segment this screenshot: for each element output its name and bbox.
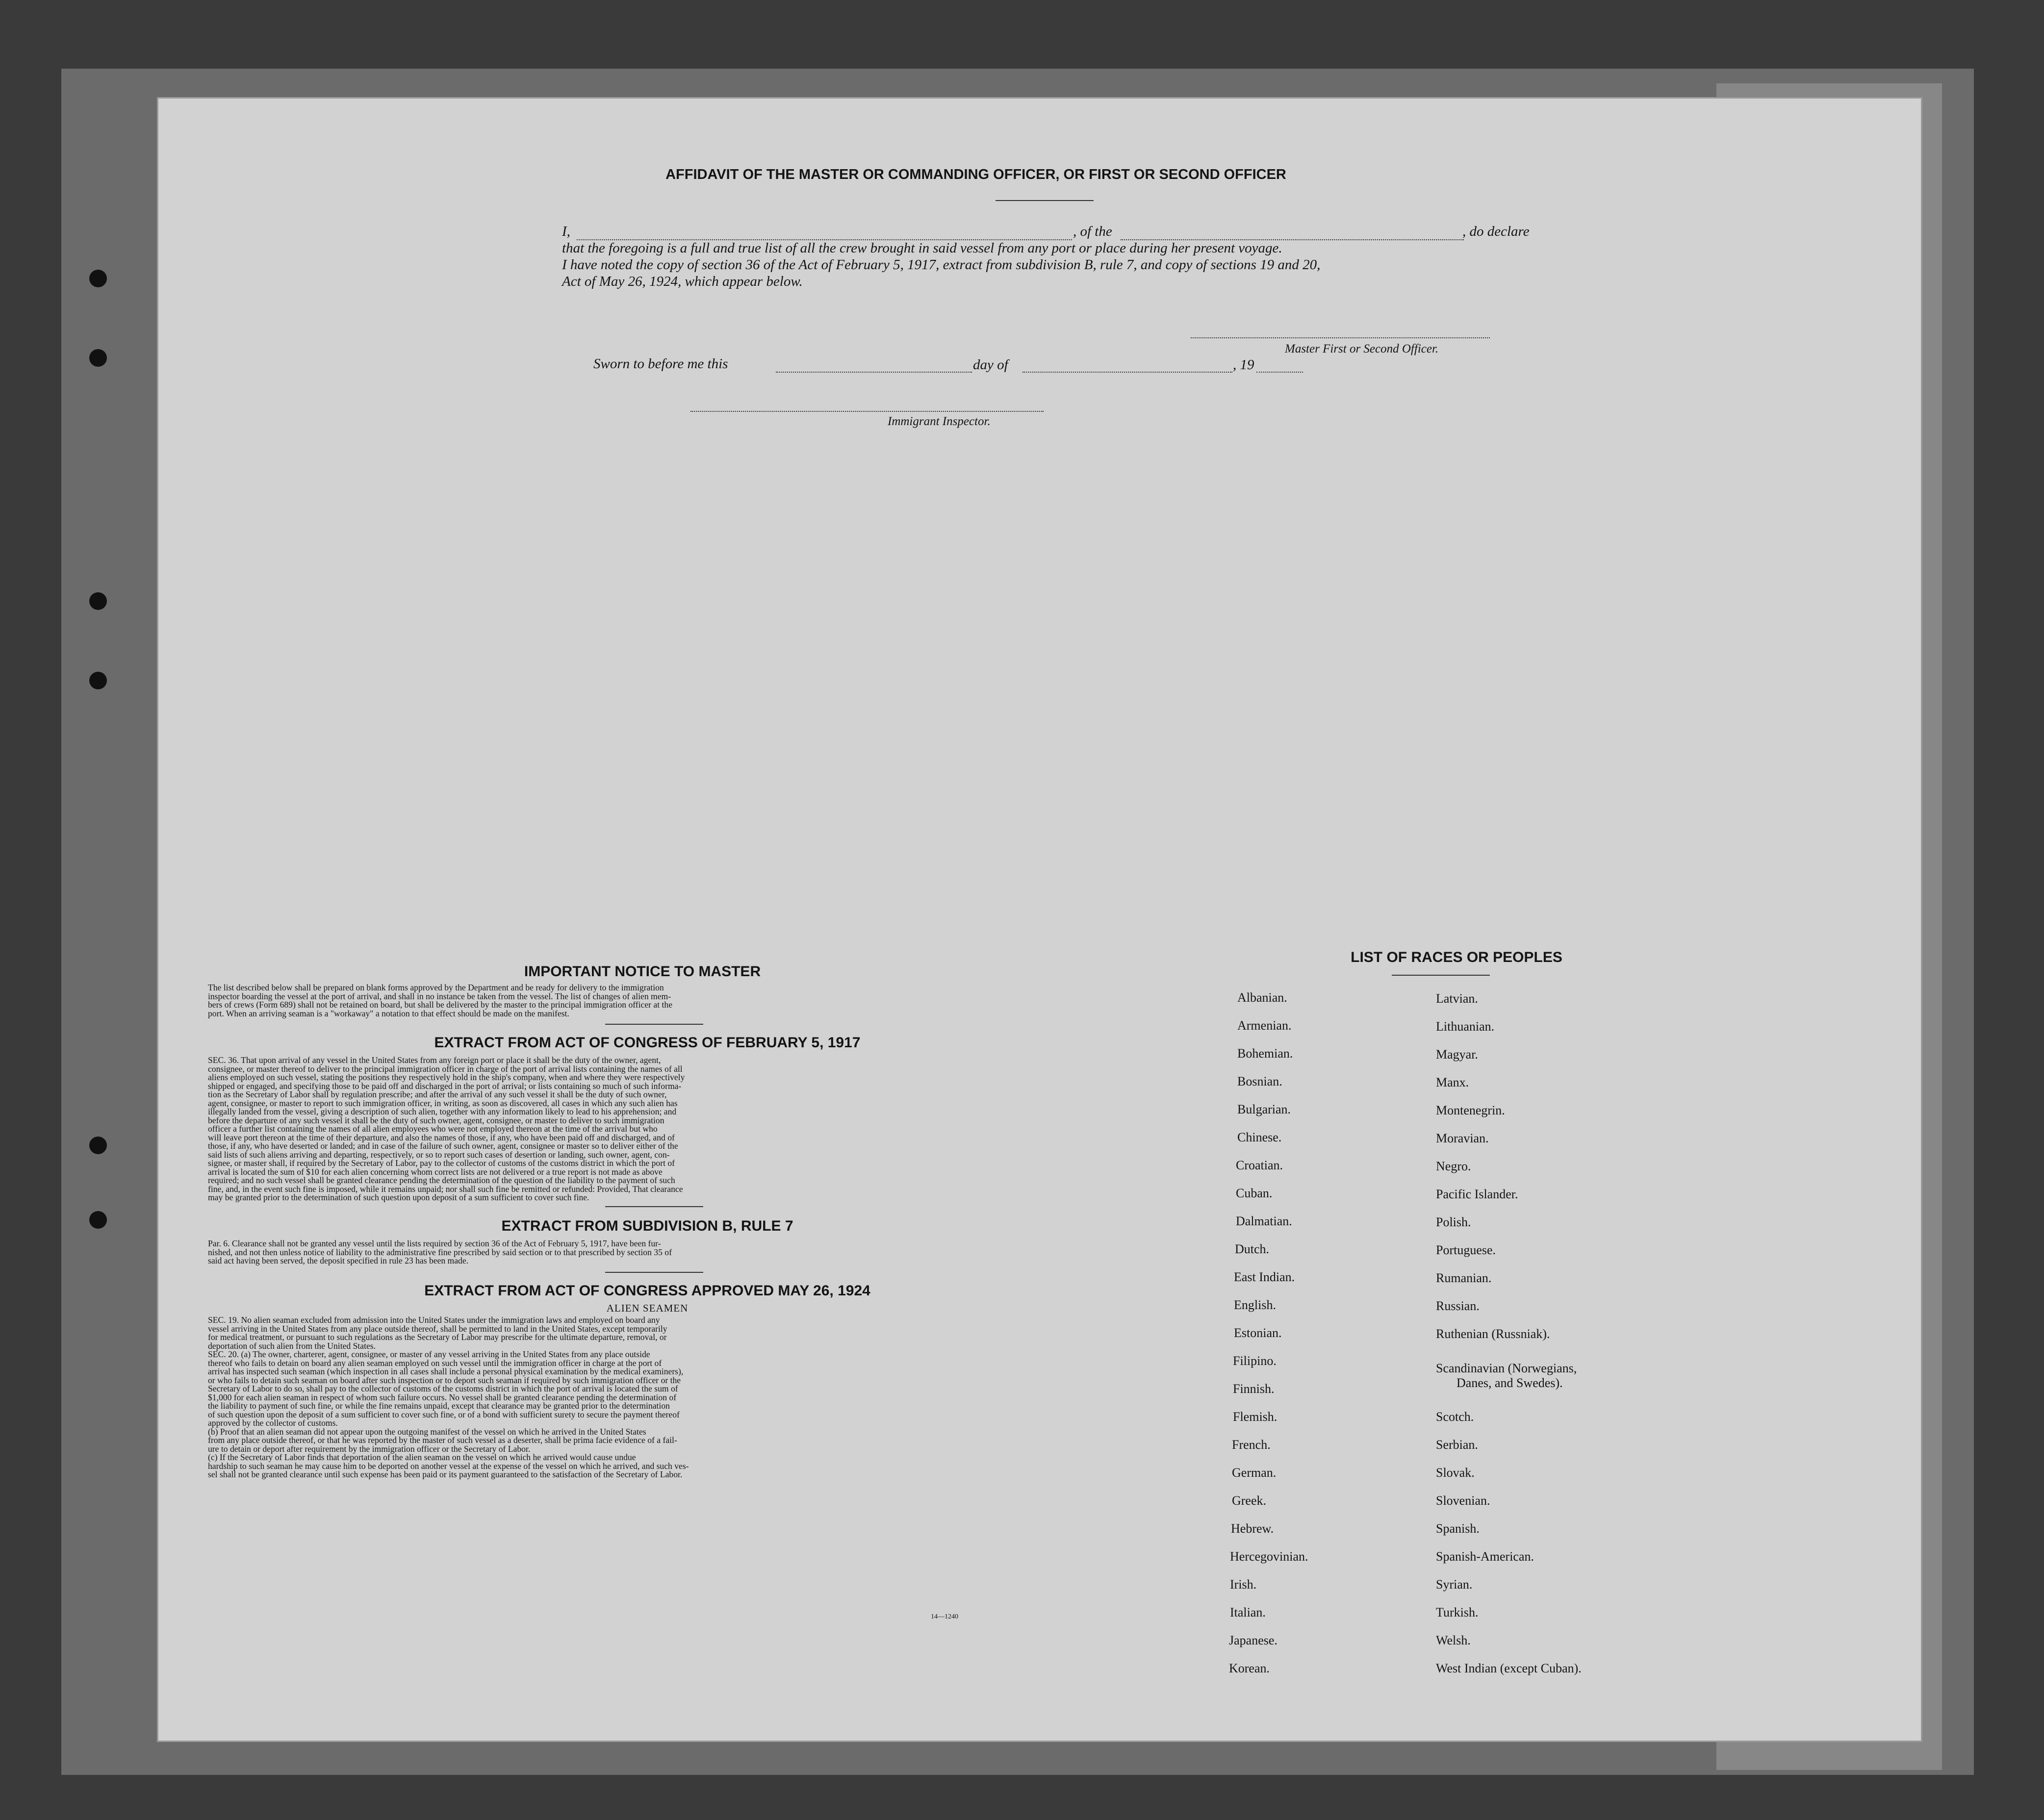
binder-hole [89,349,107,367]
extract-1924-line: arrival has inspected such seaman (which inspection in all cases shall include a personal physical examination by the medical examiners), [208,1366,684,1376]
extract-1917-line: may be granted prior to the determination of such question upon deposit of a sum sufficient to cover such fine. [208,1192,589,1202]
affidavit-title: AFFIDAVIT OF THE MASTER OR COMMANDING OFFICER, OR FIRST OR SECOND OFFICER [665,167,1286,182]
sworn-label: Sworn to before me this [593,356,728,372]
race-item: Lithuanian. [1436,1019,1495,1034]
race-item: Irish. [1230,1577,1257,1592]
race-item: Welsh. [1436,1633,1471,1647]
extract-1917-line: consignee, or master thereof to deliver to the principal immigration officer in charge of the port of arrival lists containing the names of all [208,1063,683,1074]
extract-1917-line: shipped or engaged, and specifying those to be paid off and discharged in the port of arrival; or lists containing so much of such informa- [208,1081,682,1091]
race-item: Flemish. [1233,1410,1278,1424]
subdivision-b-line: Par. 6. Clearance shall not be granted any vessel until the lists required by section 36 of the Act of February 5, 1917, have been fur- [208,1239,661,1248]
race-item: Filipino. [1233,1354,1277,1368]
inspector-label: Immigrant Inspector. [888,415,991,428]
race-item: Korean. [1229,1661,1270,1675]
race-item: Bohemian. [1237,1046,1293,1061]
extract-1917-line: SEC. 36. That upon arrival of any vessel in the United States from any foreign port or place it shall be the duty of the owner, agent, [208,1055,661,1065]
race-item: Ruthenian (Russniak). [1436,1327,1550,1341]
race-item: Estonian. [1234,1326,1282,1340]
race-item: Finnish. [1233,1382,1275,1396]
extract-1924-line: $1,000 for each alien seaman in respect of whom such failure occurs. No vessel shall be granted clearance pending the determination of [208,1392,677,1402]
race-item: Moravian. [1436,1131,1489,1145]
master-signature-label: Master First or Second Officer. [1285,342,1439,355]
extract-1917-line: signee, or master shall, if required by the Secretary of Labor, pay to the collector of customs of the customs district in which the port of [208,1158,675,1168]
race-item: Italian. [1230,1605,1266,1619]
race-item: East Indian. [1234,1270,1295,1284]
extract-1924-title: EXTRACT FROM ACT OF CONGRESS APPROVED MAY 26, 1924 [424,1283,870,1299]
extract-1917-title: EXTRACT FROM ACT OF CONGRESS OF FEBRUARY 5, 1917 [434,1035,861,1051]
binder-hole [89,1211,107,1229]
binder-hole [89,672,107,689]
race-item: West Indian (except Cuban). [1436,1661,1582,1675]
race-item: Croatian. [1236,1158,1283,1172]
race-item: Portuguese. [1436,1243,1496,1257]
race-item: Montenegrin. [1436,1103,1505,1117]
notice-line: port. When an arriving seaman is a "workaway" a notation to that effect should be made on the manifest. [208,1008,569,1018]
notice-line: inspector boarding the vessel at the port of arrival, and shall in no instance be taken from the vessel. The list of changes of alien mem- [208,991,671,1001]
extract-1924-line: SEC. 20. (a) The owner, charterer, agent, consignee, or master of any vessel arriving in the United States from any place outside [208,1349,650,1359]
race-item: Russian. [1436,1299,1480,1313]
extract-1924-line: hardship to such seaman he may cause him to be deported on another vessel at the expense of the vessel on which he arrived, and such ves- [208,1461,689,1471]
extract-1917-line: before the departure of any such vessel it shall be the duty of such owner, agent, consignee, or master to deliver to such immigration [208,1115,664,1125]
race-item: Cuban. [1236,1186,1273,1200]
affidavit-line-4: Act of May 26, 1924, which appear below. [562,274,803,289]
subdivision-b-title: EXTRACT FROM SUBDIVISION B, RULE 7 [501,1218,793,1234]
race-item: Scandinavian (Norwegians, [1436,1361,1577,1375]
extract-1924-line: deportation of such alien from the United States. [208,1340,376,1351]
extract-1924-line: approved by the collector of customs. [208,1418,338,1428]
race-item: Serbian. [1436,1438,1478,1452]
race-item: Polish. [1436,1215,1471,1229]
race-item: Rumanian. [1436,1271,1492,1285]
day-of-label: day of [973,357,1008,373]
race-item: Manx. [1436,1075,1469,1089]
race-item: Pacific Islander. [1436,1187,1518,1201]
subdivision-b-line: said act having been served, the deposit specified in rule 23 has been made. [208,1256,469,1265]
extract-1917-line: required; and no such vessel shall be granted clearance pending the determination of the question of the liability to the payment of such [208,1175,675,1185]
race-item: Scotch. [1436,1410,1474,1424]
extract-1924-line: SEC. 19. No alien seaman excluded from admission into the United States under the immigration laws and employed on board any [208,1315,660,1325]
extract-1924-line: vessel arriving in the United States from any place outside thereof, shall be permitted to land in the United States, except temporarily [208,1323,667,1334]
master-signature-line[interactable] [1191,337,1490,338]
extract-1924-line: ure to detain or deport after requirement by the immigration officer or the Secretary of Labor. [208,1443,531,1454]
race-item: Albanian. [1237,990,1287,1005]
section-divider [605,1272,703,1273]
race-item: Japanese. [1229,1633,1278,1647]
binder-hole [89,270,107,287]
race-item: French. [1232,1438,1271,1452]
affidavit-of-the-label: , of the [1073,224,1112,239]
sworn-day-line[interactable] [776,372,972,373]
race-item: English. [1234,1298,1276,1312]
extract-1924-line: (c) If the Secretary of Labor finds that deportation of the alien seaman on the vessel on which he arrived would cause undue [208,1452,636,1462]
section-divider [605,1206,703,1207]
extract-1917-text [208,1056,958,1202]
extract-1917-line: those, if any, who have deserted or landed; and in case of the failure of such owner, agent, consignee or master so to deliver either of the [208,1141,678,1151]
extract-1917-line: illegally landed from the vessel, giving a description of such alien, together with any information likely to lead to his apprehension; and [208,1107,677,1116]
extract-1917-line: will leave port thereon at the time of their departure, and also the names of those, if any, who have been paid off and discharged, and of [208,1132,675,1142]
affidavit-do-declare-label: , do declare [1462,224,1530,239]
extract-1917-line: agent, consignee, or master to report to such immigration officer, in writing, as soon as discovered, all cases in which any such alien has [208,1098,678,1108]
extract-1917-line: officer a further list containing the names of all alien employees who were not employed thereon at the time of the arrival but who [208,1124,658,1134]
race-item: Turkish. [1436,1605,1479,1619]
race-item: Hercegovinian. [1230,1549,1308,1564]
manifest-page [157,97,1922,1742]
race-item: Bulgarian. [1237,1102,1291,1116]
year-label: , 19 [1233,357,1254,373]
race-item: Danes, and Swedes). [1456,1376,1563,1390]
extract-1924-line: or who fails to detain such seaman on board after such inspection or to deport such seaman if required by such immigration officer or the [208,1375,681,1385]
race-item: Slovenian. [1436,1493,1490,1508]
race-item: Latvian. [1436,991,1478,1006]
extract-1924-text [208,1316,958,1479]
form-number: 14—1240 [931,1613,958,1620]
notice-title: IMPORTANT NOTICE TO MASTER [524,963,761,980]
extract-1917-line: arrival is located the sum of $10 for each alien concerning whom correct lists are not delivered or a true report is not made as above [208,1166,663,1177]
section-divider [605,1024,703,1025]
sworn-month-line[interactable] [1022,372,1232,373]
extract-1917-line: tion as the Secretary of Labor shall by regulation prescribe; and after the arrival of any such vessel it shall be the duty of such owner, [208,1089,667,1099]
extract-1917-line: said lists of such aliens arriving and departing, respectively, or so to report such cases of desertion or landing, such owner, agent, con- [208,1149,670,1160]
notice-line: The list described below shall be prepared on blank forms approved by the Department and be ready for delivery to the immigration [208,983,664,992]
subdivision-b-line: nished, and not then unless notice of liability to the administrative fine prescribed by said section or to that prescribed by section 35 of [208,1247,672,1257]
extract-1924-line: the liability to payment of such fine, or while the fine remains unpaid, except that clearance may be granted prior to the determination [208,1401,670,1411]
race-item: Hebrew. [1231,1521,1274,1536]
binder-hole [89,592,107,610]
race-item: Spanish. [1436,1521,1480,1536]
affidavit-i-label: I, [562,224,570,239]
race-item: Bosnian. [1237,1074,1282,1088]
race-item: Syrian. [1436,1577,1473,1592]
races-divider [1392,975,1490,976]
race-item: Slovak. [1436,1466,1475,1480]
extract-1924-line: (b) Proof that an alien seaman did not appear upon the outgoing manifest of the vessel on which he arrived in the United States [208,1426,646,1437]
extract-1924-line: for medical treatment, or pursuant to such regulations as the Secretary of Labor may prescribe for the ultimate departure, removal, or [208,1332,667,1342]
title-divider [996,200,1094,201]
notice-text [208,984,958,1018]
race-item: Chinese. [1237,1130,1282,1144]
extract-1924-line: Secretary of Labor to do so, shall pay to the collector of customs of the customs district in which the port of arrival is located the sum of [208,1384,678,1393]
inspector-signature-line[interactable] [690,411,1044,412]
affidavit-line-2: that the foregoing is a full and true list of all the crew brought in said vessel from any port or place during her present voyage. [562,240,1282,256]
extract-1924-subtitle: ALIEN SEAMEN [606,1302,689,1314]
race-item: Dutch. [1235,1242,1270,1256]
extract-1917-line: fine, and, in the event such fine is imposed, while it remains unpaid; nor shall such fine be remitted or refunded: Provided, That clearance [208,1184,683,1194]
affidavit-line-3: I have noted the copy of section 36 of the Act of February 5, 1917, extract from subdivision B, rule 7, and copy of sections 19 and 20, [562,257,1321,273]
races-title: LIST OF RACES OR PEOPLES [1351,949,1562,965]
extract-1924-line: from any place outside thereof, or that he was reported by the master of such vessel as a deserter, shall be prima facie evidence of a fail- [208,1435,677,1445]
race-item: German. [1232,1466,1277,1480]
extract-1924-line: sel shall not be granted clearance until such expense has been paid or its payment guaranteed to the satisfaction of the Secretary of Labor. [208,1469,683,1479]
race-item: Armenian. [1237,1018,1292,1033]
race-item: Negro. [1436,1159,1471,1173]
binder-hole [89,1137,107,1154]
sworn-year-line[interactable] [1256,372,1303,373]
race-item: Greek. [1232,1493,1267,1508]
extract-1917-line: aliens employed on such vessel, stating the positions they respectively hold in the ship's company, when and where they were respectively [208,1072,685,1082]
extract-1924-line: thereof who fails to detain on board any alien seaman employed on such vessel until the immigration officer in charge at the port of [208,1358,662,1368]
race-item: Magyar. [1436,1047,1478,1062]
race-item: Dalmatian. [1236,1214,1292,1228]
subdivision-b-text [208,1239,958,1265]
notice-line: bers of crews (Form 689) shall not be retained on board, but shall be delivered by the master to the principal immigration officer at the [208,1000,673,1010]
extract-1924-line: of such question upon the deposit of a sum sufficient to cover such fine, or of a bond with sufficient surety to secure the payment thereof [208,1409,680,1419]
race-item: Spanish-American. [1436,1549,1534,1564]
